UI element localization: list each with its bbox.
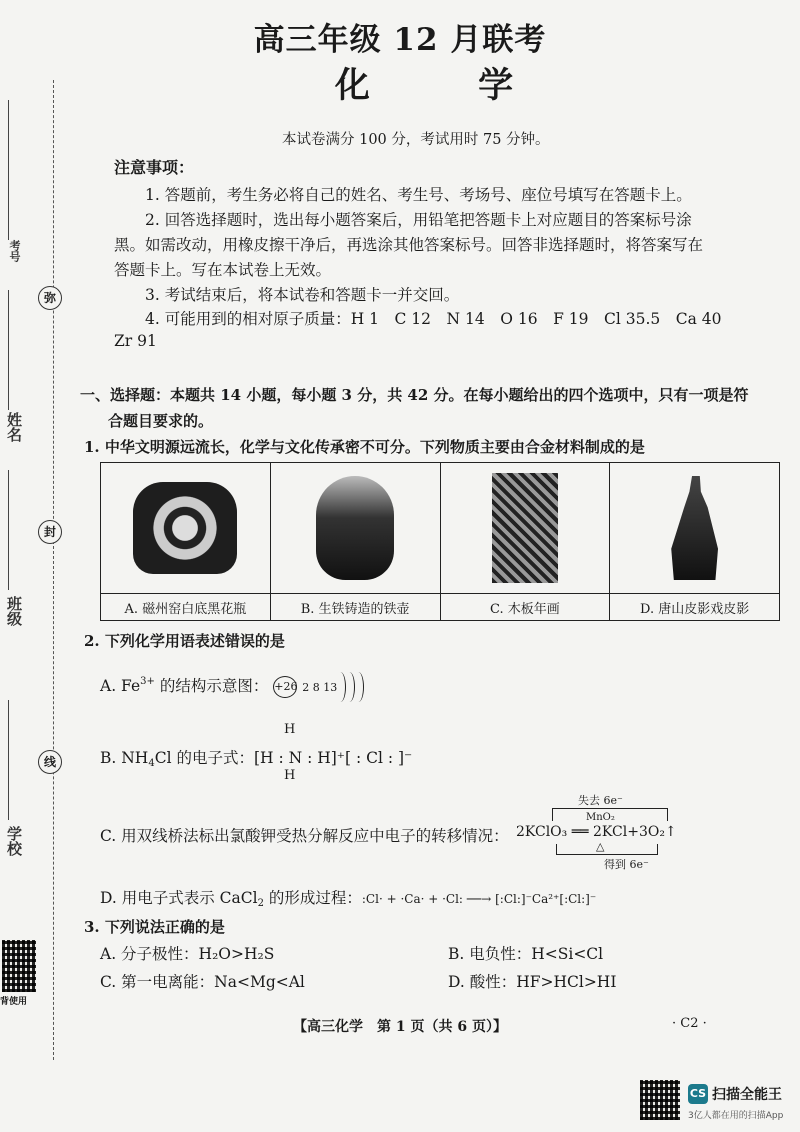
q1-option-b[interactable]: B. 生铁铸造的铁壶 (270, 594, 440, 621)
subject-title: 化 学 (334, 65, 562, 106)
q1-options-table (100, 462, 780, 621)
qr-code-icon[interactable] (2, 940, 36, 992)
page-code: · C2 · (672, 1016, 707, 1031)
q2-b-rest: Cl 的电子式： (154, 749, 254, 767)
class-line (8, 470, 9, 590)
q3-option-d[interactable]: D. 酸性：HF>HCl>HI (448, 973, 617, 991)
q1-option-a[interactable]: A. 磁州窑白底黑花瓶 (101, 594, 271, 621)
q2-option-b[interactable] (100, 746, 412, 769)
notice-item: 黑。如需改动，用橡皮擦干净后，再选涂其他答案标号。回答非选择题时，将答案写在 (114, 236, 704, 254)
bridge-bottom (556, 844, 658, 855)
school-line (8, 700, 9, 820)
q2-b-formula: [H : N : H]⁺[ : Cl : ]⁻ (253, 749, 413, 767)
seal-dashed-line (53, 80, 54, 1060)
q2-b-sub: 4 (148, 758, 155, 769)
qr-label: 背使用 (0, 997, 28, 1007)
q1-option-d-image (610, 463, 780, 594)
heat-label: △ (596, 840, 605, 853)
notice-item: 答题卡上。写在本试卷上无效。 (114, 261, 332, 279)
q3-stem: 3. 下列说法正确的是 (84, 918, 225, 936)
q1-option-d[interactable]: D. 唐山皮影戏皮影 (610, 594, 780, 621)
shell-arc (353, 672, 364, 702)
q2-b-h-top: H (284, 722, 296, 737)
q2-a-rest: 的结构示意图： (154, 677, 269, 695)
q2-b-h-bottom: H (284, 768, 296, 783)
seal-mark-mi: 弥 (38, 286, 62, 310)
catalyst-label: MnO₂ (586, 812, 615, 823)
q3-option-c[interactable]: C. 第一电离能：Na<Mg<Al (100, 973, 305, 991)
lose-electrons-label: 失去 6e⁻ (578, 794, 623, 807)
notice-item: 4. 可能用到的相对原子质量：H 1 C 12 N 14 O 16 F 19 Cl 35.5 Ca 40 (145, 310, 722, 328)
label-class: 班级 (5, 596, 23, 626)
equation: 2KClO₃ ══ 2KCl+3O₂↑ (516, 824, 677, 840)
q3-option-a[interactable]: A. 分子极性：H₂O>H₂S (100, 945, 275, 963)
notice-heading: 注意事项： (114, 158, 195, 177)
vase-image (133, 482, 237, 574)
q1-option-c[interactable]: C. 木板年画 (440, 594, 610, 621)
q2-a-charge: 3+ (140, 676, 155, 687)
scanner-qr-icon[interactable] (640, 1080, 680, 1120)
q2-d-process: :Cl· + ·Ca· + ·Cl: ──→ [:Cl:]⁻Ca²⁺[:Cl:]⁻ (361, 892, 597, 906)
notice-item: Zr 91 (114, 332, 157, 350)
q2-stem: 2. 下列化学用语表述错误的是 (84, 632, 285, 650)
q3-option-b[interactable]: B. 电负性：H<Si<Cl (448, 945, 604, 963)
q2-b-text: B. NH (100, 749, 149, 767)
redox-diagram (516, 792, 684, 870)
section-heading-cont: 合题目要求的。 (108, 412, 214, 430)
page-footer: 【高三化学 第 1 页（共 6 页）】 (293, 1019, 507, 1035)
q2-option-a[interactable] (100, 672, 364, 702)
name-line (8, 290, 9, 410)
q1-option-c-image (440, 463, 610, 594)
exam-intro: 本试卷满分 100 分，考试用时 75 分钟。 (282, 132, 550, 148)
q2-d-rest: 的形成过程： (263, 889, 362, 907)
binding-margin (0, 0, 62, 1132)
iron-pot-image (316, 476, 394, 580)
exam-title: 高三年级 12 月联考 (253, 22, 547, 58)
seal-mark-xian: 线 (38, 750, 62, 774)
woodblock-print-image (492, 473, 558, 583)
q1-option-b-image (270, 463, 440, 594)
label-school: 学校 (5, 826, 23, 856)
label-name: 姓名 (5, 412, 23, 442)
atom-nucleus: +26 (273, 676, 297, 698)
q2-option-d[interactable] (100, 886, 596, 909)
shadow-puppet-image (669, 476, 721, 580)
gain-electrons-label: 得到 6e⁻ (604, 858, 649, 871)
label-exam-number: 考号 (8, 240, 21, 262)
camscanner-logo-icon: CS (688, 1084, 708, 1104)
scanner-tagline: 3亿人都在用的扫描App (688, 1111, 784, 1121)
notice-item: 1. 答题前，考生务必将自己的姓名、考生号、考场号、座位号填写在答题卡上。 (145, 186, 692, 204)
q2-d-sub: 2 (257, 898, 264, 909)
q2-a-text: A. Fe (100, 677, 141, 695)
q1-stem: 1. 中华文明源远流长，化学与文化传承密不可分。下列物质主要由合金材料制成的是 (84, 438, 645, 456)
q2-option-c[interactable]: C. 用双线桥法标出氯酸钾受热分解反应中电子的转移情况： (100, 827, 509, 845)
scanner-name: 扫描全能王 (712, 1087, 782, 1103)
electron-shells: 2 8 13 (302, 681, 338, 694)
section-heading: 一、选择题：本题共 14 小题，每小题 3 分，共 42 分。在每小题给出的四个选项中，只有一项是符 (80, 386, 749, 404)
notice-item: 3. 考试结束后，将本试卷和答题卡一并交回。 (145, 286, 460, 304)
q2-d-text: D. 用电子式表示 CaCl (100, 889, 258, 907)
exam-number-line (8, 100, 9, 240)
seal-mark-feng: 封 (38, 520, 62, 544)
notice-item: 2. 回答选择题时，选出每小题答案后，用铅笔把答题卡上对应题目的答案标号涂 (145, 211, 692, 229)
q1-option-a-image (101, 463, 271, 594)
